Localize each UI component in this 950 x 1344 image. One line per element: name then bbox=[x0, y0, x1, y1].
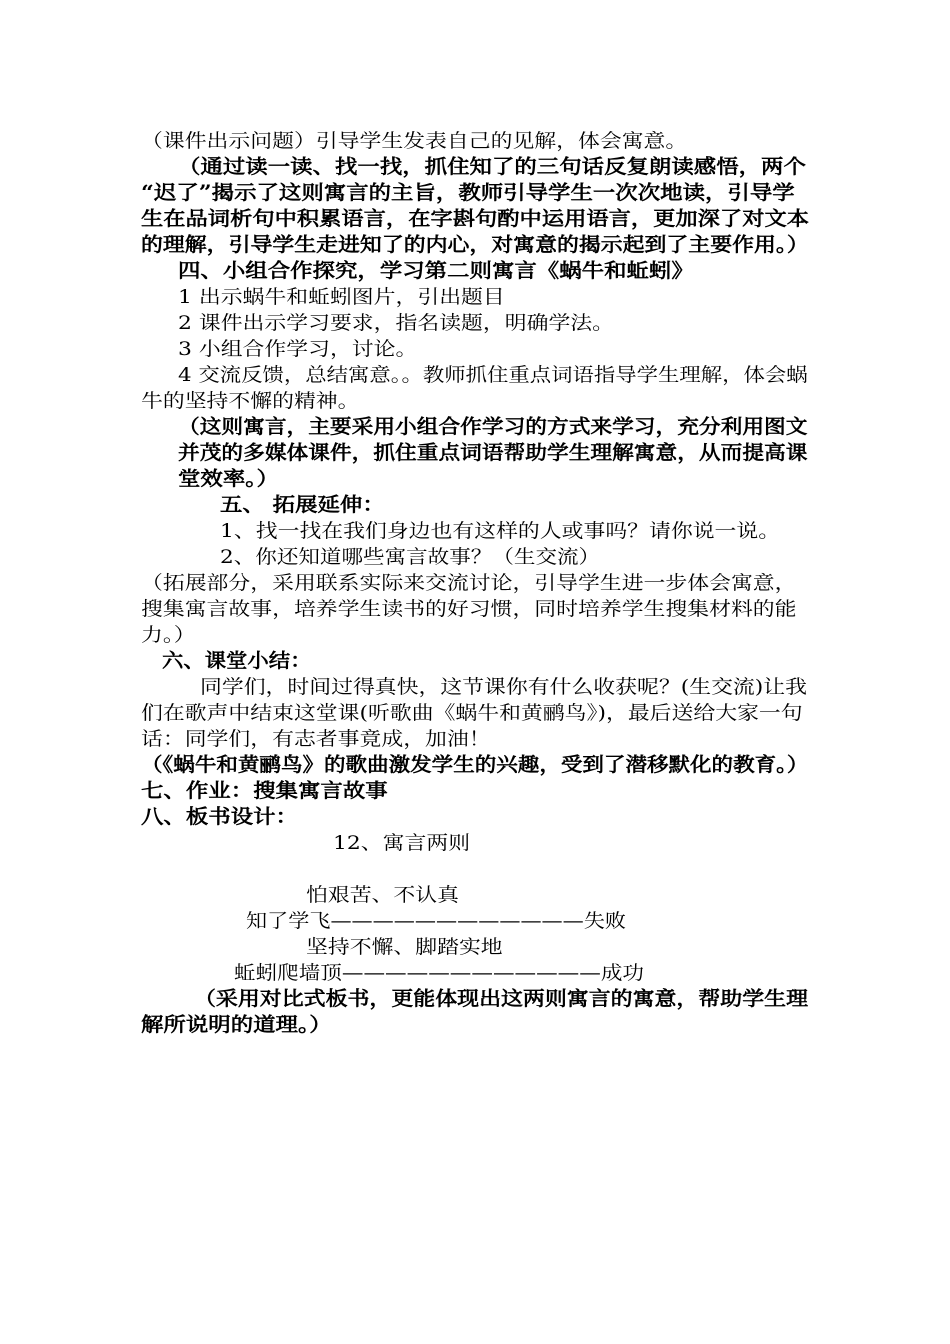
commentary-line: 生在品词析句中积累语言，在字斟句酌中运用语言，更加深了对文本 bbox=[141, 207, 810, 230]
list-item: 2、你还知道哪些寓言故事？（生交流） bbox=[220, 546, 601, 568]
board-line: 坚持不懈、脚踏实地 bbox=[306, 936, 503, 958]
list-item: 3 小组合作学习，讨论。 bbox=[178, 338, 418, 360]
commentary-line: （拓展部分，采用联系实际来交流讨论，引导学生进一步体会寓意， bbox=[141, 572, 797, 594]
section-heading: 七、作业：搜集寓言故事 bbox=[141, 779, 388, 802]
text-line: 同学们，时间过得真快，这节课你有什么收获呢？(生交流)让我 bbox=[200, 676, 808, 698]
board-line: 蚯蚓爬墙顶————————————成功 bbox=[234, 962, 645, 984]
section-heading: 四、小组合作探究，学习第二则寓言《蜗牛和蚯蚓》 bbox=[178, 259, 694, 282]
commentary-line: 力。） bbox=[141, 624, 196, 646]
list-item: 2 课件出示学习要求，指名读题，明确学法。 bbox=[178, 312, 615, 334]
board-line: 知了学飞————————————失败 bbox=[246, 910, 627, 932]
text-line: 话：同学们，有志者事竟成，加油！ bbox=[141, 728, 491, 750]
board-line: 怕艰苦、不认真 bbox=[306, 884, 459, 906]
section-heading: 八、板书设计： bbox=[141, 805, 298, 828]
text-line: 们在歌声中结束这堂课(听歌曲《蜗牛和黄鹂鸟》)，最后送给大家一句 bbox=[141, 702, 803, 724]
list-item: 1 出示蜗牛和蚯蚓图片，引出题目 bbox=[178, 286, 505, 308]
list-item: 4 交流反馈，总结寓意。。教师抓住重点词语指导学生理解，体会蜗 bbox=[178, 364, 808, 386]
board-title: 12、寓言两则 bbox=[333, 832, 471, 854]
text-line: 牛的坚持不懈的精神。 bbox=[141, 390, 360, 412]
commentary-line: （采用对比式板书，更能体现出这两则寓言的寓意，帮助学生理 bbox=[194, 987, 809, 1010]
commentary-line: 的理解，引导学生走进知了的内心，对寓意的揭示起到了主要作用。） bbox=[141, 233, 809, 256]
commentary-line: 解所说明的道理。） bbox=[141, 1013, 332, 1036]
commentary-line: “迟了”揭示了这则寓言的主旨，教师引导学生一次次地读，引导学 bbox=[141, 181, 795, 204]
commentary-line: （通过读一读、找一找，抓住知了的三句话反复朗读感悟，两个 bbox=[178, 155, 806, 178]
list-item: 1、找一找在我们身边也有这样的人或事吗？请你说一说。 bbox=[220, 520, 781, 542]
commentary-line: 堂效率。） bbox=[178, 467, 279, 490]
commentary-line: 搜集寓言故事，培养学生读书的好习惯，同时培养学生搜集材料的能 bbox=[141, 598, 797, 620]
text-line: （课件出示问题）引导学生发表自己的见解，体会寓意。 bbox=[141, 130, 688, 152]
section-heading: 五、 拓展延伸： bbox=[220, 493, 385, 516]
commentary-line: （《蜗牛和黄鹂鸟》的歌曲激发学生的兴趣，受到了潜移默化的教育。） bbox=[141, 753, 809, 776]
commentary-line: 并茂的多媒体课件，抓住重点词语帮助学生理解寓意，从而提高课 bbox=[178, 441, 808, 464]
commentary-line: （这则寓言，主要采用小组合作学习的方式来学习，充分利用图文 bbox=[178, 415, 808, 438]
section-heading: 六、课堂小结： bbox=[162, 649, 312, 672]
